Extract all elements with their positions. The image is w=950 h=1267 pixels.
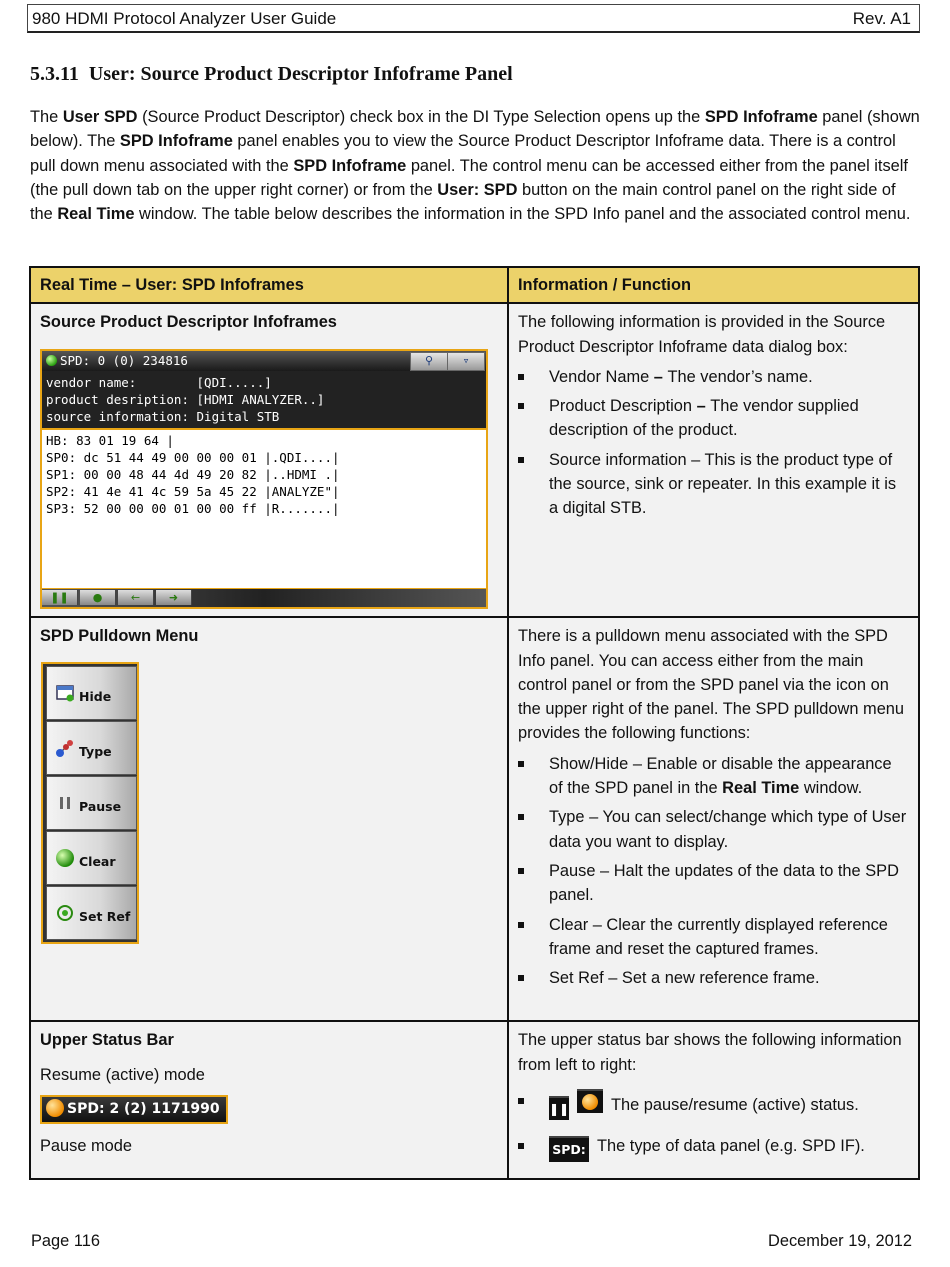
bullet-bold: Real Time	[722, 779, 800, 798]
set-ref-icon[interactable]: ●	[80, 590, 116, 605]
intro-paragraph	[30, 105, 922, 226]
green-status-icon	[46, 355, 57, 366]
bullet-text: The pause/resume (active) status.	[611, 1095, 859, 1114]
menu-item-label: Hide	[79, 688, 112, 704]
status-bar-screenshot	[40, 1095, 228, 1124]
list-item: Type – You can select/change which type of User data you want to display.	[518, 805, 909, 854]
pause-icon	[55, 793, 75, 813]
table-header-cell: Information / Function	[508, 267, 919, 303]
header-revision: Rev. A1	[852, 9, 911, 28]
footer-date: December 19, 2012	[768, 1232, 912, 1250]
intro-bold: User: SPD	[437, 180, 518, 199]
list-item	[518, 365, 909, 389]
intro-text: panel (shown below). The	[30, 108, 920, 151]
hide-window-icon	[55, 683, 75, 703]
row-description: There is a pulldown menu associated with the SPD Info panel. You can access either from the main control panel or from the SPD panel via the icon on the upper right of the panel. The SPD pulldown menu provides the following functions:	[518, 627, 905, 743]
table-row	[30, 303, 919, 617]
bullet-desc: The vendor’s name.	[667, 367, 813, 386]
list-item: Pause – Halt the updates of the data to the SPD panel.	[518, 859, 909, 908]
page-footer	[31, 1232, 912, 1251]
intro-text: (Source Product Descriptor) check box in the DI Type Selection opens up the	[137, 108, 705, 126]
bullet-term: Product Description	[549, 397, 693, 416]
bullet-desc: This is the product type of the source, sink or repeater. In this example it is a digital STB.	[549, 450, 897, 518]
panel-hex-lines: HB: 83 01 19 64 | SP0: dc 51 44 49 00 00 00 01 |.QDI....| SP1: 00 00 48 44 4d 49 20 82 |..HDMI .| SP2: 41 4e 41 4c 59 5a 45 22 |ANALYZE"| SP3: 52 00 00 00 01 00 00 ff |R.......|	[46, 432, 340, 516]
arrow-right-icon[interactable]: ➜	[156, 590, 192, 605]
section-title	[30, 63, 513, 86]
intro-bold: SPD Infoframe	[119, 132, 233, 151]
page-header	[27, 4, 920, 33]
table-cell	[508, 1021, 919, 1179]
section-number: 5.3.11	[30, 63, 79, 85]
section-heading: User: Source Product Descriptor Infoframe Panel	[88, 63, 513, 85]
bullet-desc: The vendor supplied description of the product.	[549, 397, 859, 440]
intro-text: button on the main control panel on the right side of the	[30, 180, 896, 224]
bullet-sep: –	[686, 450, 705, 469]
list-item	[518, 448, 909, 521]
row-title: Source Product Descriptor Infoframes	[40, 313, 337, 332]
table-header-row	[30, 267, 919, 303]
row-description: The upper status bar shows the following information from left to right:	[518, 1031, 902, 1074]
arrow-left-icon[interactable]: ←	[118, 590, 154, 605]
intro-text: The	[30, 108, 63, 126]
pause-icon: ❚❚	[549, 1096, 569, 1120]
menu-item-pause[interactable]	[46, 776, 137, 830]
table-cell	[30, 1021, 508, 1179]
menu-item-set-ref[interactable]	[46, 886, 137, 940]
menu-item-label: Type	[79, 743, 112, 759]
bullet-list	[518, 752, 909, 991]
panel-info-lines: vendor name: [QDI.....] product desription: [HDMI ANALYZER..] source information: Digital STB	[42, 371, 486, 430]
list-item	[518, 394, 909, 443]
list-item: Clear – Clear the currently displayed reference frame and reset the captured frames.	[518, 913, 909, 962]
intro-text: window. The table below describes the information in the SPD Info panel and the associated control menu.	[134, 205, 911, 224]
green-ball-icon	[55, 848, 75, 868]
list-item	[518, 752, 909, 801]
list-item	[518, 1134, 909, 1162]
page-number: Page 116	[31, 1232, 100, 1250]
status-bar-text: SPD: 2 (2) 1171990	[67, 1100, 220, 1117]
bullet-text: window.	[799, 779, 863, 798]
bullet-term: Source information	[549, 450, 687, 469]
table-cell	[30, 617, 508, 1021]
menu-item-hide[interactable]	[46, 666, 137, 720]
menu-item-type[interactable]	[46, 721, 137, 775]
target-icon	[55, 903, 75, 923]
intro-text: panel enables you to view the Source Product Descriptor Infoframe data. There is a control pull down menu associated with the	[30, 132, 896, 175]
resume-mode-label: Resume (active) mode	[40, 1065, 205, 1084]
intro-text: panel. The control menu can be accessed either from the panel itself (the pull down tab on the upper right corner) or from the	[30, 156, 908, 199]
table-cell	[30, 303, 508, 617]
bullet-sep: –	[692, 397, 711, 416]
intro-bold: User SPD	[62, 108, 138, 126]
bullet-text: Show/Hide – Enable or disable the appearance of the SPD panel in the	[549, 754, 892, 798]
table-cell	[508, 617, 919, 1021]
bullet-list	[518, 1089, 909, 1162]
intro-bold: Real Time	[57, 205, 135, 224]
menu-item-label: Set Ref	[79, 908, 131, 924]
magnifier-icon[interactable]: ⚲	[410, 352, 448, 371]
resume-icon	[577, 1089, 603, 1113]
row-title: SPD Pulldown Menu	[40, 627, 199, 646]
bullet-text: The type of data panel (e.g. SPD IF).	[597, 1136, 865, 1155]
table-cell	[508, 303, 919, 617]
pause-mode-label: Pause mode	[40, 1136, 133, 1155]
table-row	[30, 617, 919, 1021]
list-item	[518, 1089, 909, 1120]
spd-type-icon: SPD:	[549, 1136, 589, 1162]
dropdown-triangle-icon[interactable]: ▿	[447, 352, 485, 371]
header-title: 980 HDMI Protocol Analyzer User Guide	[32, 9, 337, 28]
panel-footer-bar	[42, 588, 486, 607]
row-title: Upper Status Bar	[40, 1031, 174, 1050]
intro-bold: SPD Infoframe	[293, 156, 407, 175]
panel-title-text: SPD: 0 (0) 234816	[60, 352, 188, 368]
intro-bold: SPD Infoframe	[704, 108, 818, 126]
spd-table	[29, 266, 920, 1180]
menu-item-label: Pause	[79, 798, 122, 814]
orange-resume-icon	[46, 1099, 64, 1117]
spd-pulldown-menu-screenshot	[41, 662, 139, 944]
bullet-list	[518, 365, 909, 521]
type-molecule-icon	[55, 738, 75, 758]
list-item: Set Ref – Set a new reference frame.	[518, 966, 909, 990]
pause-icon[interactable]: ❚❚	[42, 590, 78, 605]
table-row	[30, 1021, 919, 1179]
table-header-cell: Real Time – User: SPD Infoframes	[30, 267, 508, 303]
bullet-term: Vendor Name	[549, 367, 650, 386]
row-description: The following information is provided in the Source Product Descriptor Infoframe data dialog box:	[518, 313, 886, 356]
menu-item-clear[interactable]	[46, 831, 137, 885]
bullet-sep: –	[649, 367, 668, 386]
spd-panel-screenshot	[40, 349, 488, 609]
menu-item-label: Clear	[79, 853, 116, 869]
panel-titlebar	[42, 351, 486, 371]
